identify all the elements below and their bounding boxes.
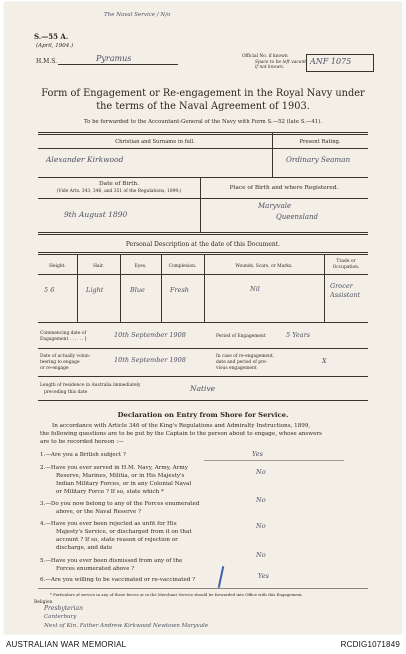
question-4-line-3: account ? If so, state reason of rejection or <box>56 537 178 543</box>
question-1: 1.—Are you a British subject ? <box>40 452 126 458</box>
reengage-value: X <box>322 357 327 365</box>
value-wounds: Nil <box>250 285 260 293</box>
pob-value-2: Queensland <box>276 213 319 221</box>
rating-value: Ordinary Seaman <box>286 155 351 164</box>
form-title-line2: the terms of the Naval Agreement of 1903. <box>96 101 310 112</box>
question-5-line-2: Forces enumerated above ? <box>56 566 135 572</box>
rating-label: Present Rating. <box>299 139 341 145</box>
question-4-line-1: 4.—Have you ever been rejected as unfit for His <box>40 521 177 527</box>
official-no-value: ANF 1075 <box>310 57 352 66</box>
ship-name-line <box>58 64 178 65</box>
answer-2: No <box>256 468 266 476</box>
value-complexion: Fresh <box>170 286 189 294</box>
question-3-line-2: above, or the Naval Reserve ? <box>56 509 141 515</box>
answer-1: Yes <box>252 450 263 458</box>
ship-prefix: H.M.S. <box>36 58 57 65</box>
pob-value-1: Maryvale <box>258 202 292 210</box>
header-wounds: Wounds, Scars, or Marks. <box>235 264 293 269</box>
header-hair: Hair. <box>93 264 104 269</box>
commencing-label-1: Commencing date of <box>40 331 87 336</box>
question-6: 6.—Are you willing to be vaccinated or re-vaccinated ? <box>40 577 196 583</box>
declaration-intro-1: In accordance with Article 346 of the King's Regulations and Admiralty Instructions, 1899, <box>52 423 311 429</box>
form-title-line1: Form of Engagement or Re-engagement in the Royal Navy under <box>41 88 365 99</box>
question-2-line-3: Indian Military Forces, or in any Colonial Naval <box>56 481 192 487</box>
footer-record-id: RCDIG1071849 <box>340 640 400 649</box>
footer-source: AUSTRALIAN WAR MEMORIAL <box>6 640 127 649</box>
volunteering-label-3: or re-engage <box>40 366 69 371</box>
question-2-line-1: 2.—Have you ever served in H.M. Navy, Army, Army <box>40 465 188 471</box>
declaration-intro-3: are to be recorded hereon :— <box>40 439 124 445</box>
question-5-line-1: 5.—Have you ever been dismissed from any of the <box>40 558 183 564</box>
top-handwritten-note: The Naval Service / N/o <box>104 12 171 18</box>
question-2-line-4: or Military Force ? If so, state which * <box>56 489 164 495</box>
value-height: 5 6 <box>44 286 55 294</box>
question-4-line-2: Majesty's Service, or discharged from it on that <box>56 529 192 535</box>
official-no-note1: Space to be left vacant <box>255 60 307 65</box>
document-page: The Naval Service / N/o S.—55 A. (April, 1904.) H.M.S. Pyramus Official No. if known Space to be left vacant if not known. ANF 1075 Form of Engagement or Re-engagement in the Royal Navy under the terms of the Naval Agreement of 1903. To be forwarded to the Accountant-General of the Navy with Form S.—52 (late S.—41). Christian and Surname in full. Present Rating. Alexander Kirkwood Ordinary Seaman Date of Birth. (Vide Arts. 343, 346, and 351 of the Regulations, 1899.) Place of Birth and where Registered. 9th August 1890 Maryvale Queensland Personal Description at the date of this Document. Height. Hair. Eyes. Complexion. Wounds, Scars, or Marks. Trade or Occupation. 5 6 Light Blue Fresh Nil Grocer Assistant Commencing date of Engagement ......} 10th September 1908 Period of Engagement 5 Years Date of actually volun- teering to engage or re-engage 10th September 1908 In case of re-engagement, date and period of pre- vious engagement X Length of residence in Australia immediately preceding this date Native Declaration on Entry from Shore for Service. In accordance with Article 346 of the King's Regulations and Admiralty Instructions, 1899, the following questions are to be put by the Captain to the person about to engage, whose answers are to be recorded hereon :— 1.—Are you a British subject ? Yes 2.—Have you ever served in H.M. Navy, Army, Army Reserve, Marines, Militia, or in His Majesty's Indian Military Forces, or in any Colonial Naval or Military Force ? If so, state which * No 3.—Do you now belong to any of the Forces enumerated above, or the Naval Reserve ? No 4.—Have you ever been rejected as unfit for His Majesty's Service, or discharged from it on that account ? If so, state reason of rejection or discharge, and date No 5.—Have you ever been dismissed from any of the Forces enumerated above ? No 6.—Are you willing to be vaccinated or re-vaccinated ? Yes * Particulars of service in any of these forces or in the Merchant Service should be forwarded into Office with this Engagement. Religion Presbyterian Canterbury Next of Kin. Father Andrew Kirkwood Newtown Maryvale <box>4 2 402 634</box>
reengage-label-2: date and period of pre- <box>216 360 268 365</box>
answer-5: No <box>256 551 266 559</box>
declaration-title: Declaration on Entry from Shore for Service. <box>117 411 289 419</box>
header-complexion: Complexion. <box>168 264 197 269</box>
residence-value: Native <box>190 384 216 393</box>
description-title: Personal Description at the date of this Document. <box>125 241 281 248</box>
religion-value: Presbyterian <box>44 605 83 612</box>
dob-value: 9th August 1890 <box>64 210 128 219</box>
name-label: Christian and Surname in full. <box>115 139 195 145</box>
answer-6: Yes <box>258 572 269 580</box>
volunteering-label-1: Date of actually volun- <box>40 354 91 359</box>
period-label: Period of Engagement <box>216 334 266 339</box>
form-subline: To be forwarded to the Accountant-General of the Navy with Form S.—52 (late S.—41). <box>83 119 323 125</box>
blue-pencil-mark <box>218 566 225 588</box>
footnote: * Particulars of service in any of these forces or in the Merchant Service should be forwarded into Office with this Engagement. <box>50 592 303 597</box>
volunteering-label-2: teering to engage <box>40 360 80 365</box>
residence-label-1: Length of residence in Australia immediately <box>40 383 141 388</box>
identity-top-rule <box>38 132 368 133</box>
header-trade: Trade or Occupation. <box>332 259 360 270</box>
dob-label: Date of Birth. <box>99 181 139 187</box>
commencing-value: 10th September 1908 <box>114 331 186 339</box>
answer-3: No <box>256 496 266 504</box>
declaration-intro-2: the following questions are to be put by the Captain to the person about to engage, whose answers <box>40 431 322 437</box>
header-height: Height. <box>49 264 66 269</box>
ship-name: Pyramus <box>96 54 132 63</box>
question-4-line-4: discharge, and date <box>56 545 113 551</box>
residence-label-2: preceding this date <box>44 390 88 395</box>
answer-4: No <box>256 522 266 530</box>
official-no-label: Official No. if known <box>242 54 288 59</box>
value-eyes: Blue <box>130 286 145 294</box>
commencing-label-2: Engagement <box>40 337 69 342</box>
next-of-kin-line-1: Canterbury <box>44 614 77 620</box>
volunteering-value: 10th September 1908 <box>114 356 186 364</box>
form-number: S.—55 A. <box>34 32 69 41</box>
question-2-line-2: Reserve, Marines, Militia, or in His Majesty's <box>56 473 185 479</box>
reengage-label-3: vious engagement <box>216 366 257 371</box>
header-eyes: Eyes. <box>134 264 147 269</box>
value-hair: Light <box>86 286 104 294</box>
form-date: (April, 1904.) <box>36 43 74 49</box>
official-no-note2: if not known. <box>255 65 285 70</box>
next-of-kin-line-2: Next of Kin. Father Andrew Kirkwood Newtown Maryvale <box>44 623 209 629</box>
question-3-line-1: 3.—Do you now belong to any of the Forces enumerated <box>40 501 200 507</box>
name-value: Alexander Kirkwood <box>46 155 124 164</box>
pob-label: Place of Birth and where Registered. <box>229 185 339 191</box>
reengage-label-1: In case of re-engagement, <box>216 354 275 359</box>
period-value: 5 Years <box>286 331 311 339</box>
dob-reference: (Vide Arts. 343, 346, and 351 of the Regulations, 1899.) <box>56 189 182 194</box>
religion-label: Religion <box>34 600 53 605</box>
value-trade: Grocer Assistant <box>330 282 361 299</box>
